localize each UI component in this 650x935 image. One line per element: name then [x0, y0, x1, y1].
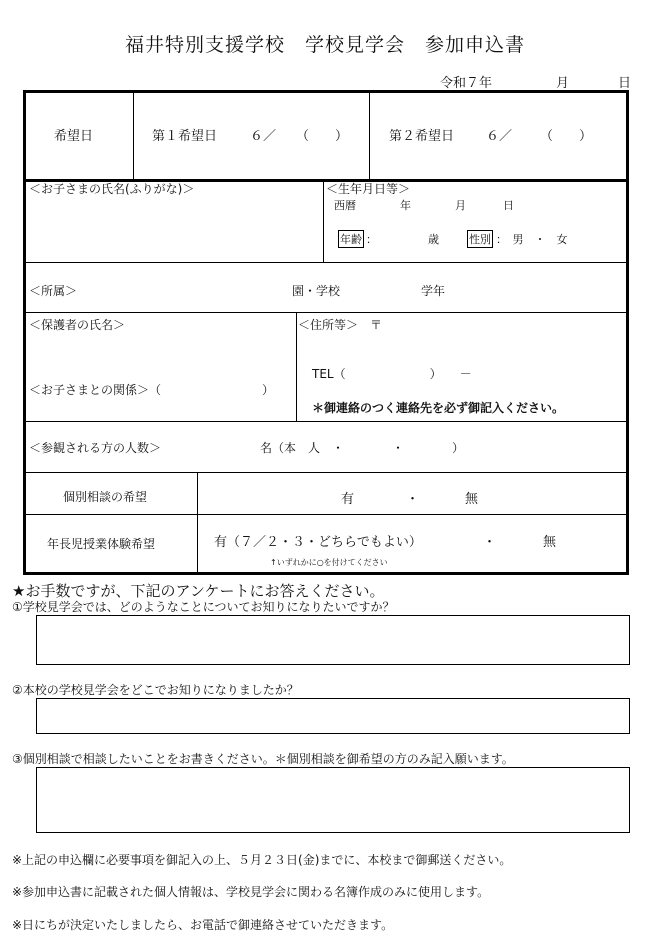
row-divider	[26, 514, 626, 515]
first-choice-label: 第１希望日	[152, 129, 218, 144]
consultation-separator: ・	[406, 492, 420, 507]
age-label: 年齢	[338, 230, 364, 248]
contact-note: ＊御連絡のつく連絡先を必ず御記入ください。	[312, 401, 565, 415]
trial-class-no[interactable]: 無	[543, 535, 557, 550]
birth-month: 月	[455, 199, 466, 212]
visitors-label: ＜参観される方の人数＞	[29, 441, 162, 455]
desired-date-label: 希望日	[54, 129, 94, 144]
survey-question-1: ①学校見学会では、どのようなことについてお知りになりたいですか？	[12, 600, 395, 614]
affiliation-school: 園・学校	[292, 284, 341, 298]
answer-box-3[interactable]	[36, 767, 630, 833]
note-privacy: ※参加申込書に記載された個人情報は、学校見学会に関わる名簿作成のみに使用します。	[12, 885, 490, 899]
first-choice-weekday[interactable]: （ ）	[296, 129, 349, 144]
affiliation-label: ＜所属＞	[29, 284, 78, 298]
birth-era: 西暦	[334, 199, 356, 212]
child-name-label: ＜お子さまの氏名(ふりがな)＞	[29, 182, 195, 196]
guardian-name-label: ＜保護者の氏名＞	[29, 318, 126, 332]
second-choice-label: 第２希望日	[389, 129, 455, 144]
consultation-no[interactable]: 無	[465, 492, 479, 507]
row-divider	[26, 472, 626, 473]
survey-question-2: ②本校の学校見学会をどこでお知りになりましたか？	[12, 683, 299, 697]
address-label: ＜住所等＞ 〒	[298, 318, 383, 332]
age-colon: ：	[366, 233, 377, 246]
relation-label: ＜お子さまとの関係＞（	[29, 383, 162, 397]
second-choice-month[interactable]: ６／	[486, 129, 513, 144]
trial-class-note: ↑いずれかに○を付けてください	[270, 558, 388, 567]
date-era: 令和７年	[440, 76, 493, 91]
col-divider	[133, 93, 134, 179]
page-title: 福井特別支援学校 学校見学会 参加申込書	[124, 34, 525, 56]
col-divider	[197, 473, 198, 573]
birth-year: 年	[400, 199, 411, 212]
age-unit: 歳	[428, 233, 439, 246]
visitors-count[interactable]: 名（本 人 ・ ・ ）	[260, 441, 465, 455]
sex-label: 性別	[467, 230, 493, 248]
col-divider	[296, 313, 297, 421]
sex-options[interactable]: ： 男 ・ 女	[496, 233, 568, 246]
row-divider	[26, 421, 626, 422]
date-day: 日	[618, 76, 632, 91]
row-divider	[26, 262, 626, 263]
tel-field[interactable]: TEL（ ） －	[312, 367, 472, 381]
trial-class-label: 年長児授業体験希望	[47, 537, 156, 551]
second-choice-weekday[interactable]: （ ）	[540, 129, 593, 144]
col-divider	[369, 93, 370, 179]
note-contact: ※日にちが決定いたしましたら、お電話で御連絡させていただきます。	[12, 918, 394, 932]
consultation-label: 個別相談の希望	[63, 490, 148, 504]
affiliation-grade: 学年	[421, 284, 446, 298]
answer-box-1[interactable]	[36, 615, 630, 665]
trial-class-yes[interactable]: 有（７／２・３・どちらでもよい）	[214, 535, 422, 550]
relation-close: ）	[262, 383, 275, 397]
survey-question-3: ③個別相談で相談したいことをお書きください。＊個別相談を御希望の方のみ記入願います。	[12, 752, 514, 766]
survey-intro: ★お手数ですが、下記のアンケートにお答えください。	[12, 582, 385, 600]
row-divider	[26, 312, 626, 313]
answer-box-2[interactable]	[36, 698, 630, 734]
trial-class-separator: ・	[483, 535, 497, 550]
birth-label: ＜生年月日等＞	[326, 182, 411, 196]
date-month: 月	[556, 76, 570, 91]
consultation-yes[interactable]: 有	[341, 492, 355, 507]
first-choice-month[interactable]: ６／	[250, 129, 277, 144]
birth-day: 日	[503, 199, 514, 212]
note-deadline: ※上記の申込欄に必要事項を御記入の上、５月２３日(金)までに、本校まで御郵送ください。	[12, 853, 512, 867]
col-divider	[323, 182, 324, 262]
